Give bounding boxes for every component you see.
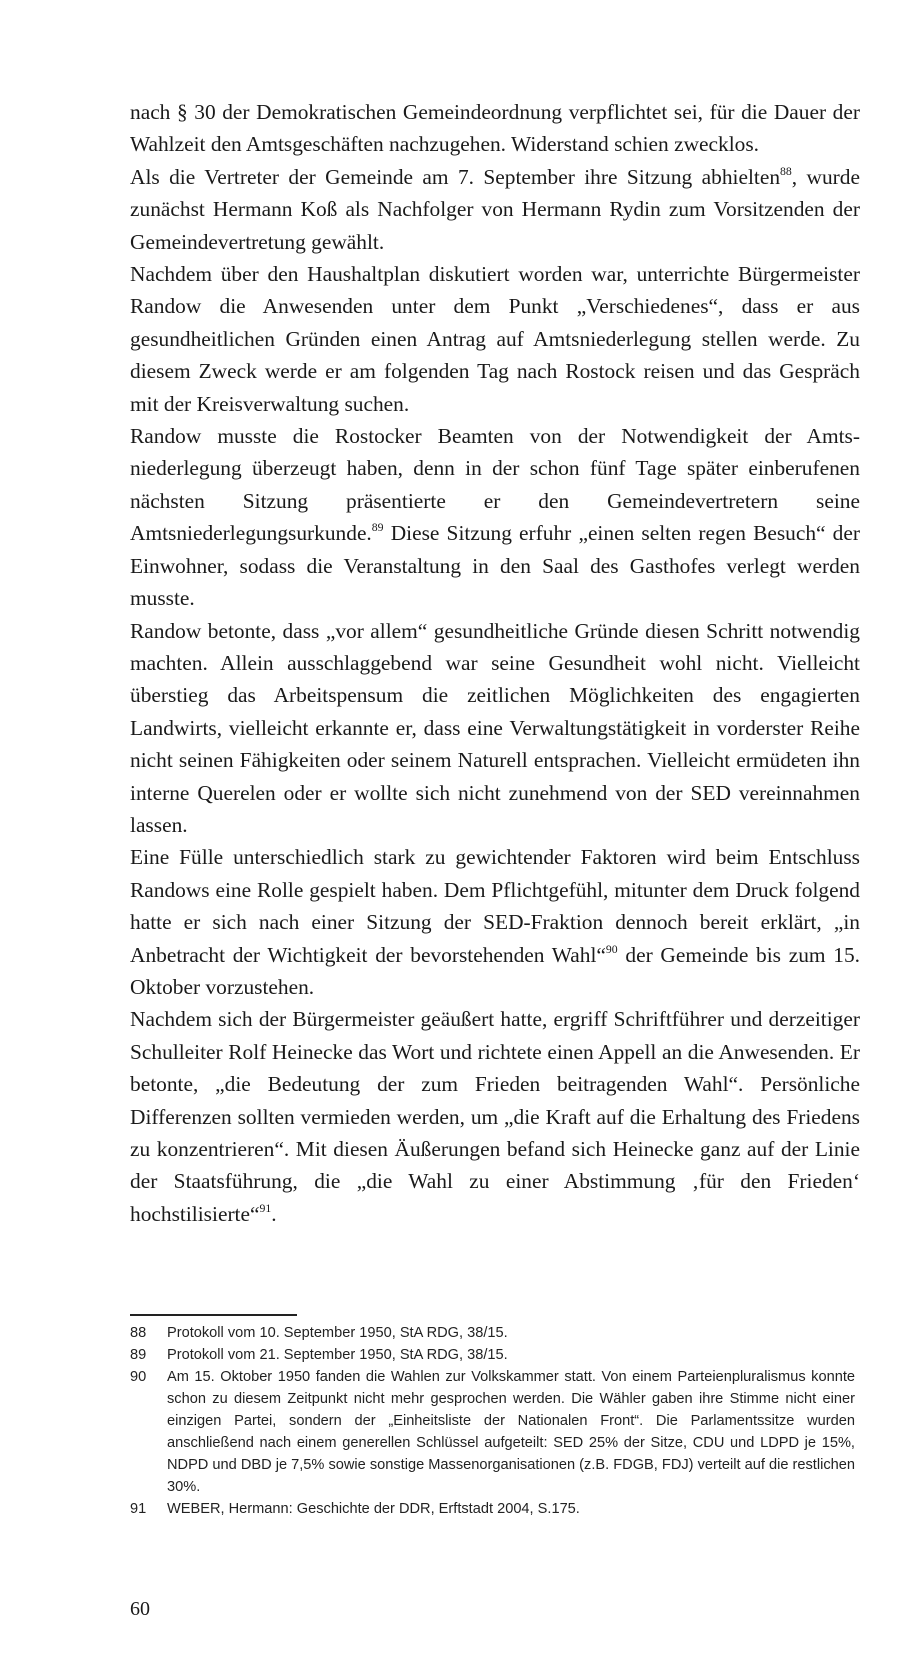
- footnote-89: [130, 1344, 855, 1366]
- footnote-text: Protokoll vom 21. September 1950, StA RDG, 38/15.: [167, 1347, 508, 1363]
- paragraph: Als die Vertreter der Gemeinde am 7. September ihre Sitzung abhielten$^{88}$, wurde zunächst Hermann Koß als Nachfolger von Hermann Rydin zum Vorsitzenden der Gemeindevertretung gewählt.: [130, 164, 860, 254]
- footnote-text: Am 15. Oktober 1950 fanden die Wahlen zur Volkskammer statt. Von einem Parteienpluralismus konnte schon zu diesem Zeitpunkt nicht mehr gesprochen werden. Die Wähler gaben ihre Stimme nicht einer einzigen Partei, sondern der „Einheitsliste der Nationalen Front“. Die Parlamentssitze wurden anschließend nach einem generellen Schlüssel aufgeteilt: SED 25% der Sitze, CDU und LDPD je 15%, NDPD und DBD je 7,5% sowie sonstige Massenorganisationen (z.B. FDGB, FDJ) verteilt auf die restlichen 30%.: [167, 1369, 855, 1495]
- footnote-ref-88[interactable]: 88: [780, 165, 792, 178]
- paragraph: Randow musste die Rostocker Beamten von der Notwendigkeit der Amtsniederlegung überzeugt haben, denn in der schon fünf Tage später einberufenen nächsten Sitzung präsentierte er den Gemeindevertretern seine Amtsniederlegungsurkunde.$^{89}$ Diese Sitzung erfuhr „einen selten regen Besuch“ der Einwohner, sodass die Veranstaltung in den Saal des Gasthofes verlegt werden musste.: [130, 424, 860, 611]
- paragraph: Nachdem sich der Bürgermeister geäußert hatte, ergriff Schriftführer und derzeitiger Schulleiter Rolf Heinecke das Wort und richtete einen Appell an die Anwesenden. Er betonte, „die Bedeutung der zum Frieden beitragenden Wahl“. Persönliche Differenzen sollten vermieden werden, um „die Kraft auf die Erhaltung des Friedens zu konzentrieren“. Mit diesen Äußerungen befand sich Heinecke ganz auf der Linie der Staatsführung, die „die Wahl zu einer Abstimmung ‚für den Frieden‘ hochstilisierte“$^{91}$.: [130, 1007, 860, 1226]
- paragraph: Nachdem über den Haushaltplan diskutiert worden war, unterrichte Bürgermeister Randow die Anwesenden unter dem Punkt „Verschiedenes“, dass er aus gesundheitlichen Gründen einen Antrag auf Amtsniederlegung stellen werde. Zu diesem Zweck werde er am folgenden Tag nach Rostock reisen und das Gespräch mit der Kreisverwaltung suchen.: [130, 262, 860, 416]
- footnote-separator: [130, 1314, 297, 1316]
- footnote-number: 91: [130, 1501, 147, 1517]
- footnote-ref-90[interactable]: 90: [605, 942, 618, 956]
- paragraph: nach § 30 der Demokratischen Gemeindeordnung verpflichtet sei, für die Dauer der Wahlzeit den Amtsgeschäften nachzugehen. Widerstand schien zwecklos.: [130, 100, 860, 157]
- body-text: [130, 96, 860, 1230]
- footnote-text: WEBER, Hermann: Geschichte der DDR, Erftstadt 2004, S.175.: [167, 1501, 580, 1517]
- footnote-90: [130, 1366, 855, 1498]
- footnotes: [130, 1322, 855, 1520]
- footnote-number: 88: [130, 1325, 147, 1341]
- footnote-number: 89: [130, 1347, 147, 1363]
- footnote-ref-89[interactable]: 89: [371, 521, 384, 535]
- footnote-number: 90: [130, 1369, 147, 1385]
- page-number: 60: [130, 1598, 150, 1620]
- footnote-91: [130, 1498, 855, 1520]
- footnote-text: Protokoll vom 10. September 1950, StA RDG, 38/15.: [167, 1325, 508, 1341]
- footnote-ref-91[interactable]: 91: [259, 1202, 272, 1215]
- paragraph: Randow betonte, dass „vor allem“ gesundheitliche Gründe diesen Schritt notwendig machten. Allein ausschlaggebend war seine Gesundheit wohl nicht. Vielleicht überstieg das Arbeitspensum die zeitlichen Möglichkeiten des engagierten Landwirts, vielleicht erkannte er, dass eine Verwaltungstätigkeit in vorderster Reihe nicht seinen Fähigkeiten oder seinem Naturell entsprachen. Vielleicht ermüdeten ihn interne Querelen oder er wollte sich nicht zunehmend von der SED vereinnahmen lassen.: [130, 618, 860, 837]
- footnote-88: [130, 1322, 855, 1344]
- paragraph: Eine Fülle unterschiedlich stark zu gewichtender Faktoren wird beim Entschluss Randows eine Rolle gespielt haben. Dem Pflichtgefühl, mitunter dem Druck folgend hatte er sich nach einer Sitzung der SED-Fraktion dennoch bereit erklärt, „in Anbetracht der Wichtigkeit der bevorstehenden Wahl“$^{90}$ der Gemeinde bis zum 15. Oktober vorzustehen.: [130, 845, 861, 999]
